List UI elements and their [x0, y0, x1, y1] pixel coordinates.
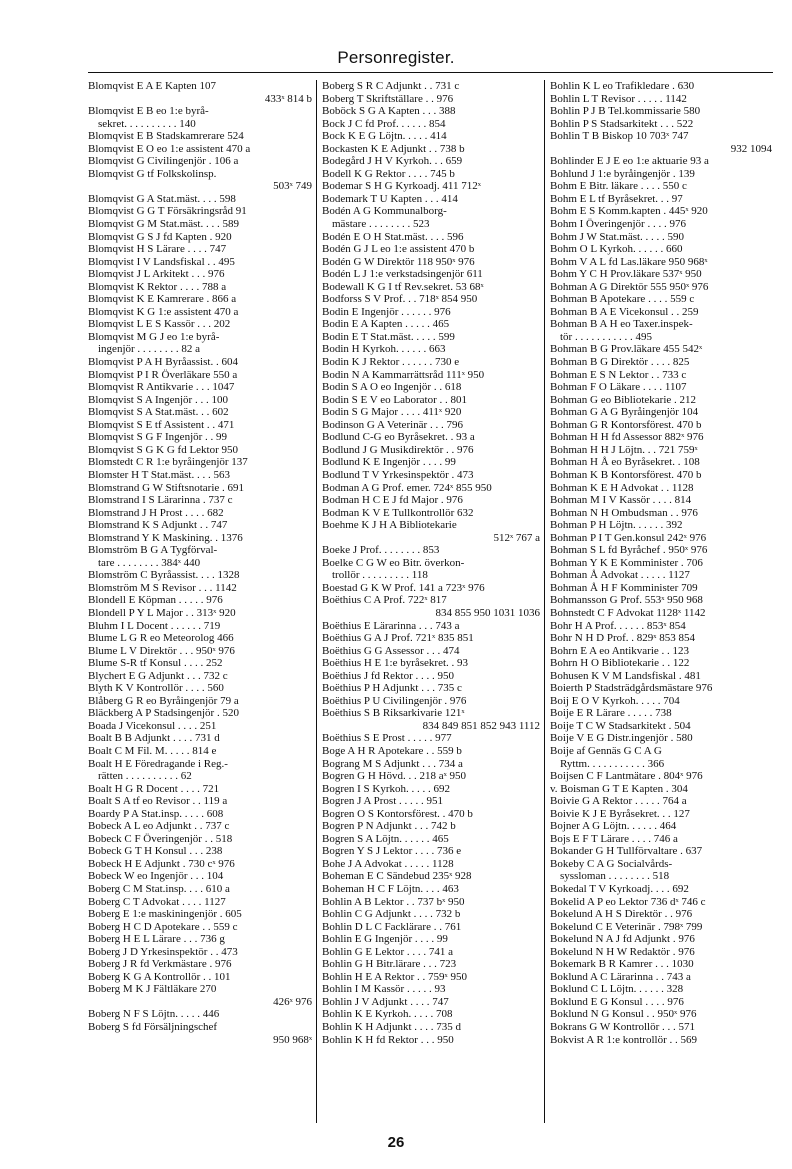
register-entry: Blume L V Direktör . . . 950ˣ 976	[88, 644, 235, 657]
register-entry: Bobeck G T H Konsul . . . 238	[88, 845, 223, 858]
register-entry: Boëthius C A Prof. 722ˣ 817	[322, 594, 447, 607]
register-entry: Bohlin G E Lektor . . . . 741 a	[322, 945, 454, 958]
register-entry: Bojner A G Löjtn. . . . . . 464	[550, 820, 677, 833]
register-entry: Blåberg G R eo Byråingenjör 79 a	[88, 694, 239, 707]
register-entry: Bohlin K H fd Rektor . . . 950	[322, 1033, 454, 1046]
register-entry: Boalt H G R Docent . . . . 721	[88, 782, 220, 795]
register-entry: Blomqvist G A Stat.mäst. . . . 598	[88, 192, 236, 205]
register-entry: Bokander G H Tullförvaltare . 637	[550, 845, 703, 858]
register-entry: Boelke C G W eo Bitr. överkon-	[322, 556, 465, 569]
register-entry: Blomqvist G tf Folkskolinsp.	[88, 167, 217, 180]
register-entry: Boalt H E Föredragande i Reg.-	[88, 757, 228, 770]
register-entry: Blomqvist E B eo 1:e byrå-	[88, 105, 209, 118]
register-entry: trollör . . . . . . . . . 118	[332, 569, 428, 582]
register-entry: Bodin K J Rektor . . . . . . 730 e	[322, 356, 460, 369]
register-entry: Bogren J A Prost . . . . . 951	[322, 795, 444, 808]
register-entry: Bohman A G Direktör 555 950ˣ 976	[550, 280, 709, 293]
register-entry: Bohlin K H Adjunkt . . . . 735 d	[322, 1021, 462, 1034]
register-entry: Bohman H H J Löjtn. . . 721 759ˣ	[550, 443, 698, 456]
register-entry: Blomqvist G M Stat.mäst. . . . 589	[88, 218, 239, 231]
register-entry: Boëthius J fd Rektor . . . . 950	[322, 669, 454, 682]
register-entry: Bohman K E H Advokat . . 1128	[550, 481, 694, 494]
register-entry: Bohlin A B Lektor . . 737 bˣ 950	[322, 895, 465, 908]
register-entry: Bohe J A Advokat . . . . . 1128	[322, 857, 454, 870]
register-entry: Blomstrand J H Prost . . . . 682	[88, 506, 224, 519]
register-entry: Boivie G A Rektor . . . . . 764 a	[550, 795, 687, 808]
register-entry: Boberg J D Yrkesinspektör . . 473	[88, 945, 238, 958]
register-entry: Blomqvist E B Stadskamrerare 524	[88, 130, 244, 143]
register-entry: Bohlin K L eo Trafikledare . 630	[550, 80, 695, 92]
page-title: Personregister.	[337, 48, 455, 67]
register-entry: Blychert E G Adjunkt . . . 732 c	[88, 669, 228, 682]
register-entry: Blomqvist M G J eo 1:e byrå-	[88, 330, 220, 343]
register-entry: Blomström M S Revisor . . . 1142	[88, 581, 237, 594]
register-entry: Bodin S G Major . . . . 411ˣ 920	[322, 406, 462, 419]
register-entry: Blyth K V Kontrollör . . . . 560	[88, 682, 224, 695]
register-entry: Bokelund N A J fd Adjunkt . 976	[550, 933, 695, 946]
register-entry: Bodforss S V Prof. . . 718ˣ 854 950	[322, 293, 478, 306]
register-entry: Bodegård J H V Kyrkoh. . . 659	[322, 155, 463, 168]
register-entry: Boëthius E Lärarinna . . . 743 a	[322, 619, 460, 632]
register-entry: Blomqvist E O eo 1:e assistent 470 a	[88, 142, 251, 155]
register-entry: Bodén G W Direktör 118 950ˣ 976	[322, 255, 475, 268]
register-entry: Boheman E C Sändebud 235ˣ 928	[322, 870, 472, 883]
register-entry: Bodlund K E Ingenjör . . . . 99	[322, 456, 456, 469]
register-entry: Blomqvist K G 1:e assistent 470 a	[88, 305, 239, 318]
register-entry: Boëthius P U Civilingenjör . 976	[322, 694, 467, 707]
register-entry: Bohnstedt C F Advokat 1128ˣ 1142	[550, 606, 706, 619]
register-entry: 433ˣ 814 b	[264, 92, 312, 105]
register-entry: Blomqvist P A H Byråassist. . 604	[88, 356, 238, 369]
register-entry: Bodin E A Kapten . . . . . 465	[322, 318, 450, 331]
register-entry: Bohlin K E Kyrkoh. . . . . 708	[322, 1008, 453, 1021]
register-entry: Bodinson G A Veterinär . . . 796	[322, 418, 463, 431]
register-entry: Bohlin D L C Facklärare . . 761	[322, 920, 462, 933]
register-entry: Blomstedt C R 1:e byråingenjör 137	[88, 456, 248, 469]
register-entry: Boije af Gennäs G C A G	[550, 744, 662, 757]
register-entry: Blomqvist R Antikvarie . . . 1047	[88, 381, 235, 394]
register-entry: Bohman K B Kontorsförest. 470 b	[550, 468, 702, 481]
register-entry: ingenjör . . . . . . . . 82 a	[98, 343, 201, 356]
register-entry: 932 1094	[730, 142, 772, 155]
register-entry: Bohlin L T Revisor . . . . . 1142	[550, 92, 687, 105]
register-entry: Blomstrand Y K Maskining. . 1376	[88, 531, 243, 544]
register-entry: Boierth P Stadsträdgårdsmästare 976	[550, 682, 713, 695]
register-entry: Bohman H H fd Assessor 882ˣ 976	[550, 431, 704, 444]
register-entry: Bodin S A O eo Ingenjör . . 618	[322, 381, 462, 394]
register-entry: Bohrn H O Bibliotekarie . . 122	[550, 657, 690, 670]
register-column-1	[88, 80, 316, 1123]
register-entry: Bokedal T V Kyrkoadj. . . . 692	[550, 883, 689, 895]
register-entry: Blomqvist G S J fd Kapten . 920	[88, 230, 232, 243]
register-entry: Boije V E G Distr.ingenjör . 580	[550, 732, 693, 745]
register-entry: Blomqvist G Civilingenjör . 106 a	[88, 155, 239, 168]
register-entry: Bohman B A H eo Taxer.inspek-	[550, 318, 693, 331]
register-entry: Boberg S fd Försäljningschef	[88, 1021, 218, 1034]
register-entry: Bobeck C F Överingenjör . . 518	[88, 832, 233, 845]
register-entry: Bodin N A Kammarrättsråd 111ˣ 950	[322, 368, 485, 381]
register-entry: Bohm E Bitr. läkare . . . . 550 c	[550, 180, 687, 193]
register-entry: v. Boisman G T E Kapten . 304	[550, 782, 688, 795]
register-entry: 503ˣ 749	[273, 180, 312, 193]
register-entry: Boberg E 1:e maskiningenjör . 605	[88, 908, 242, 921]
register-entry: Bobeck A L eo Adjunkt . . 737 c	[88, 820, 230, 833]
register-entry: Bodewall K G I tf Rev.sekret. 53 68ˣ	[322, 280, 484, 293]
register-entry: Boëthius G A J Prof. 721ˣ 835 851	[322, 632, 474, 645]
register-entry: Bohman S L fd Byråchef . 950ˣ 976	[550, 544, 708, 557]
register-entry: Bobeck W eo Ingenjör . . . 104	[88, 870, 224, 883]
register-entry: tare . . . . . . . . 384ˣ 440	[98, 556, 201, 569]
register-entry: Bokelund A H S Direktör . . 976	[550, 908, 693, 921]
register-entry: Bohm V A L fd Las.läkare 950 968ˣ	[550, 255, 708, 268]
register-entry: Bogren Y S J Lektor . . . . 736 e	[322, 845, 462, 858]
register-entry: Blomqvist S G F Ingenjör . . 99	[88, 431, 228, 444]
register-entry: Blomström C Byråassist. . . . 1328	[88, 569, 240, 582]
header-rule	[88, 72, 773, 73]
register-entry: Blomqvist S A Stat.mäst. . . 602	[88, 406, 229, 419]
register-entry: Boehme K J H A Bibliotekarie	[322, 519, 457, 532]
register-entry: Blomqvist P I R Överläkare 550 a	[88, 368, 238, 381]
register-entry: Bodemar S H G Kyrkoadj. 411 712ˣ	[322, 180, 481, 193]
register-entry: 426ˣ 976	[273, 995, 312, 1008]
register-entry: Boböck S G A Kapten . . . 388	[322, 105, 456, 118]
register-entry: Boada J Vicekonsul . . . . 251	[88, 719, 217, 732]
register-entry: Bohman B G Direktör . . . . 825	[550, 356, 690, 369]
register-entry: Bock K E G Löjtn. . . . . 414	[322, 130, 447, 143]
register-entry: Blomqvist S A Ingenjör . . . 100	[88, 393, 228, 406]
register-entry: Blume L G R eo Meteorolog 466	[88, 632, 234, 645]
register-entry: Bohman P H Löjtn. . . . . . 392	[550, 519, 683, 532]
register-entry: Bohlinder E J E eo 1:e aktuarie 93 a	[550, 155, 709, 168]
register-entry: Boberg H E L Lärare . . . 736 g	[88, 933, 225, 946]
register-entry: Boëthius S E Prost . . . . . 977	[322, 732, 452, 745]
register-entry: Bodén E O H Stat.mäst. . . . 596	[322, 230, 464, 243]
register-entry: Bohman G R Kontorsförest. 470 b	[550, 418, 702, 431]
register-entry: 950 968ˣ	[273, 1033, 312, 1046]
register-entry: Bohm E L tf Byråsekret. . . 97	[550, 192, 683, 205]
register-entry: Boberg J R fd Verkmästare . 976	[88, 958, 232, 971]
register-entry: Bogren G H Hövd. . . 218 aˣ 950	[322, 770, 467, 783]
register-entry: Boivie K J E Byråsekret. . . 127	[550, 807, 690, 820]
register-entry: Bohlund J 1:e byråingenjör . 139	[550, 167, 695, 180]
register-entry: Bohm E S Komm.kapten . 445ˣ 920	[550, 205, 708, 218]
register-entry: Bobeck H E Adjunkt . 730 cˣ 976	[88, 857, 235, 870]
register-entry: Blomqvist H S Lärare . . . . 747	[88, 243, 227, 256]
register-entry: Blomqvist G G T Försäkringsråd 91	[88, 205, 247, 218]
register-entry: Boeke J Prof. . . . . . . . 853	[322, 544, 440, 557]
register-entry: Bohman E S N Lektor . . 733 c	[550, 368, 687, 381]
register-column-2	[316, 80, 544, 1123]
register-entry: Bohlin H E A Rektor . . 759ˣ 950	[322, 970, 467, 983]
register-entry: Bohman M I V Kassör . . . . 814	[550, 494, 692, 507]
register-entry: Boklund A C Lärarinna . . 743 a	[550, 970, 691, 983]
register-entry: mästare . . . . . . . . 523	[332, 218, 430, 231]
register-entry: Boge A H R Apotekare . . 559 b	[322, 744, 462, 757]
register-column-3	[544, 80, 772, 1123]
register-entry: 834 849 851 852 943 1112	[422, 719, 540, 732]
register-entry: Boberg M K J Fältläkare 270	[88, 983, 217, 996]
register-entry: Bohrn E A eo Antikvarie . . 123	[550, 644, 690, 657]
register-entry: Boberg K G A Kontrollör . . 101	[88, 970, 231, 983]
register-entry: Bodman A G Prof. emer. 724ˣ 855 950	[322, 481, 492, 494]
register-entry: Bojs E F T Lärare . . . . 746 a	[550, 832, 678, 845]
register-entry: Blomqvist L E S Kassör . . . 202	[88, 318, 231, 331]
register-entry: Blomqvist E A E Kapten 107	[88, 80, 217, 92]
register-entry: Bläckberg A P Stadsingenjör . 520	[88, 707, 239, 720]
register-entry: Boberg C T Advokat . . . . 1127	[88, 895, 226, 908]
register-entry: Blomstrand I S Lärarinna . 737 c	[88, 494, 233, 507]
register-entry: 512ˣ 767 a	[493, 531, 540, 544]
register-entry: Bogren S A Löjtn. . . . . . 465	[322, 832, 449, 845]
register-entry: Bodén L J 1:e verkstadsingenjör 611	[322, 268, 483, 281]
register-entry: Bohr N H D Prof. . 829ˣ 853 854	[550, 632, 695, 645]
register-entry: Boalt S A tf eo Revisor . . 119 a	[88, 795, 228, 808]
register-entry: Boklund N G Konsul . . 950ˣ 976	[550, 1008, 697, 1021]
register-entry: Boberg S R C Adjunkt . . 731 c	[322, 80, 460, 92]
register-entry: syssloman . . . . . . . . 518	[560, 870, 670, 883]
register-entry: Blomqvist I V Landsfiskal . . 495	[88, 255, 235, 268]
register-entry: Boberg C M Stat.insp. . . . 610 a	[88, 883, 230, 895]
register-entry: Boëthius P H Adjunkt . . . 735 c	[322, 682, 462, 695]
register-entry: Bohm O L Kyrkoh. . . . . . 660	[550, 243, 683, 256]
register-entry: Boij E O V Kyrkoh. . . . . 704	[550, 694, 680, 707]
page-number: 26	[387, 1134, 405, 1151]
register-entry: Blomqvist S E tf Assistent . . 471	[88, 418, 235, 431]
register-entry: Bogren I S Kyrkoh. . . . . 692	[322, 782, 451, 795]
register-entry: Boardy P A Stat.insp. . . . . 608	[88, 807, 224, 820]
register-entry: Bohm Y C H Prov.läkare 537ˣ 950	[550, 268, 702, 281]
register-entry: Blomqvist S G K G fd Lektor 950	[88, 443, 239, 456]
register-entry: Blomstrand G W Stiftsnotarie . 691	[88, 481, 245, 494]
register-entry: Bohm J W Stat.mäst. . . . . 590	[550, 230, 685, 243]
register-entry: Boijsen C F Lantmätare . 804ˣ 976	[550, 770, 703, 783]
register-entry: Bohman H Å eo Byråsekret. . 108	[550, 456, 700, 469]
register-entry: Bohlin P J B Tel.kommissarie 580	[550, 105, 701, 118]
register-entry: Bokvist A R 1:e kontrollör . . 569	[550, 1033, 697, 1046]
register-entry: Bokeby C A G Socialvårds-	[550, 857, 673, 870]
register-entry: Bodin E T Stat.mäst. . . . . 599	[322, 330, 455, 343]
register-entry: Bohlin P S Stadsarkitekt . . . 522	[550, 117, 694, 130]
register-entry: Bohm I Överingenjör . . . . 976	[550, 218, 686, 231]
register-entry: Boberg N F S Löjtn. . . . . 446	[88, 1008, 220, 1021]
register-entry: Blomster H T Stat.mäst. . . . 563	[88, 468, 230, 481]
register-entry: Boije T C W Stadsarkitekt . 504	[550, 719, 691, 732]
register-entry: Bohr H A Prof. . . . . . 853ˣ 854	[550, 619, 686, 632]
register-entry: Bohlin E G Ingenjör . . . . 99	[322, 933, 448, 946]
register-entry: Bodell K G Rektor . . . . 745 b	[322, 167, 455, 180]
register-entry: Bohusen K V M Landsfiskal . 481	[550, 669, 701, 682]
register-entry: Bodemark T U Kapten . . . 414	[322, 192, 458, 205]
register-entry: Blomström B G A Tygförval-	[88, 544, 218, 557]
register-entry: Boklund C L Löjtn. . . . . . 328	[550, 983, 684, 996]
register-entry: Bohlin G H Bitr.lärare . . . 723	[322, 958, 457, 971]
register-entry: Boalt B B Adjunkt . . . . 731 d	[88, 732, 220, 745]
register-entry: Boëthius S B Riksarkivarie 121ˣ	[322, 707, 465, 720]
register-entry: Bodin S E V eo Laborator . . 801	[322, 393, 468, 406]
register-entry: Bock J C fd Prof. . . . . . 854	[322, 117, 446, 130]
register-entry: Bohman B A E Vicekonsul . . 259	[550, 305, 699, 318]
register-entry: Bockasten K E Adjunkt . . 738 b	[322, 142, 465, 155]
register-columns	[88, 80, 773, 1123]
register-entry: Bohman P I T Gen.konsul 242ˣ 976	[550, 531, 707, 544]
register-entry: Boheman H C F Löjtn. . . . 463	[322, 883, 459, 895]
register-entry: Bohman F O Läkare . . . . 1107	[550, 381, 687, 394]
register-entry: sekret. . . . . . . . . . 140	[98, 117, 196, 130]
register-entry: Bodlund C-G eo Byråsekret. . 93 a	[322, 431, 475, 444]
register-entry: Boberg H C D Apotekare . . 559 c	[88, 920, 238, 933]
register-entry: Bodman H C E J fd Major . 976	[322, 494, 463, 507]
register-entry: Bohman G A G Byråingenjör 104	[550, 406, 699, 419]
register-entry: Bohman Å H F Komminister 709	[550, 581, 698, 594]
register-entry: Bogren P N Adjunkt . . . 742 b	[322, 820, 456, 833]
register-entry: Bluhm I L Docent . . . . . . 719	[88, 619, 221, 632]
register-entry: Blomqvist K Rektor . . . . 788 a	[88, 280, 227, 293]
register-entry: Blomqvist K E Kamrerare . 866 a	[88, 293, 237, 306]
register-entry: Bodén G J L eo 1:e assistent 470 b	[322, 243, 475, 256]
register-entry: Blondell P Y L Major . . 313ˣ 920	[88, 606, 236, 619]
register-entry: Bohlin I M Kassör . . . . . 93	[322, 983, 446, 996]
register-entry: Bohlin C G Adjunkt . . . . 732 b	[322, 908, 461, 921]
register-entry: Boalt C M Fil. M. . . . . 814 e	[88, 744, 217, 757]
register-entry: Blomstrand K S Adjunkt . . 747	[88, 519, 228, 532]
register-entry: Bokrans G W Kontrollör . . . 571	[550, 1021, 696, 1034]
register-entry: Bograng M S Adjunkt . . . 734 a	[322, 757, 463, 770]
register-entry: Bokelund N H W Redaktör . 976	[550, 945, 695, 958]
register-entry: Boëthius G G Assessor . . . 474	[322, 644, 460, 657]
register-entry: Bokelund C E Veterinär . 798ˣ 799	[550, 920, 703, 933]
register-entry: Boestad G K W Prof. 141 a 723ˣ 976	[322, 581, 485, 594]
register-entry: Blomqvist J L Arkitekt . . . 976	[88, 268, 225, 281]
register-entry: Boëthius H E 1:e byråsekret. . 93	[322, 657, 469, 670]
register-entry: Bohlin T B Biskop 10 703ˣ 747	[550, 130, 689, 143]
register-entry: Blume S-R tf Konsul . . . . 252	[88, 657, 223, 670]
register-entry: Blondell E Köpman . . . . . 976	[88, 594, 223, 607]
register-entry: Ryttm. . . . . . . . . . . 366	[560, 757, 665, 770]
register-entry: Bokemark B R Kamrer . . . 1030	[550, 958, 694, 971]
register-entry: Bodin H Kyrkoh. . . . . . 663	[322, 343, 446, 356]
register-entry: Bohman B G Prov.läkare 455 542ˣ	[550, 343, 703, 356]
register-entry: Bohman B Apotekare . . . . 559 c	[550, 293, 695, 306]
register-entry: Bohmansson G Prof. 553ˣ 950 968	[550, 594, 703, 607]
register-entry: Bodén A G Kommunalborg-	[322, 205, 447, 218]
register-entry: Bohlin J V Adjunkt . . . . 747	[322, 995, 449, 1008]
register-entry: Bodlund T V Yrkesinspektör . 473	[322, 468, 474, 481]
register-entry: Bohman G eo Bibliotekarie . 212	[550, 393, 697, 406]
register-entry: Boberg T Skriftställare . . 976	[322, 92, 454, 105]
register-entry: Boije E R Lärare . . . . . 738	[550, 707, 672, 720]
register-entry: Bodin E Ingenjör . . . . . . 976	[322, 305, 451, 318]
register-entry: Bodman K V E Tullkontrollör 632	[322, 506, 474, 519]
register-entry: Bohman Å Advokat . . . . . 1127	[550, 569, 690, 582]
register-entry: Bohman Y K E Komminister . 706	[550, 556, 703, 569]
register-entry: 834 855 950 1031 1036	[435, 606, 540, 619]
register-entry: Bogren O S Kontorsförest. . 470 b	[322, 807, 473, 820]
register-entry: rätten . . . . . . . . . . 62	[98, 770, 192, 783]
register-entry: Bokelid A P eo Lektor 736 dˣ 746 c	[550, 895, 706, 908]
register-entry: tör . . . . . . . . . . . 495	[560, 330, 652, 343]
register-entry: Bohman N H Ombudsman . . 976	[550, 506, 698, 519]
register-entry: Bodlund J G Musikdirektör . . 976	[322, 443, 474, 456]
register-entry: Boklund E G Konsul . . . . 976	[550, 995, 684, 1008]
